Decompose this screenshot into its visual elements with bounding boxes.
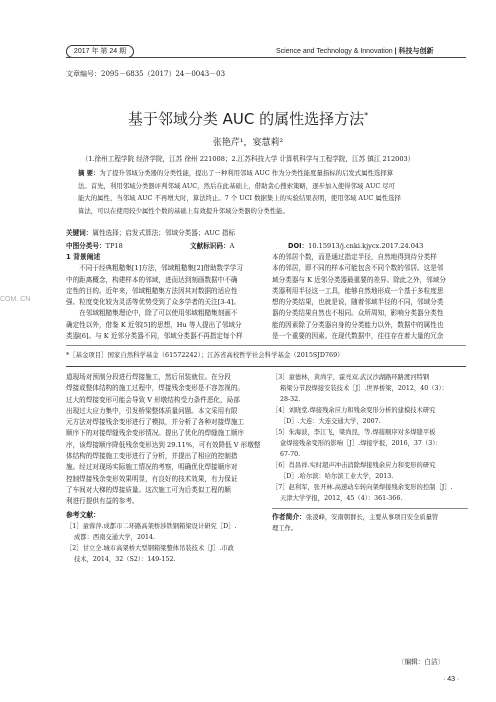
journal-name-cn: 科技与创新 (398, 48, 434, 55)
clc-number: 中图分类号：TP18 (66, 242, 123, 250)
prev-article-left-column: 道现场对预制分段进行焊接施工，然后吊装就位。在分段 焊接或整体结构的施工过程中，焊接残余变形是不容忽视的。 过大的焊接变形可能会导致 V 形墩结构受力条件恶化，局部 出现过大应力集中，引发桥梁整体质量问题。本文采用有限 元方法对焊接残余变形进行了模拟，并分析了各种对接焊施工 顺序下的对接焊缝残余变形情况。提出了优化的焊缝施工顺序 序，该焊接顺序降低残余变形达到 29.11%，可有效降低 V 形墩整 体结构的焊接施工变形进行了分析，并提出了相应的控制措 施。经过对现场实际施工情况的考察，明确优化焊接顺序对 控制焊接残余变形效果明显，有良好的技术效果，有力保证 了车间对大梯的焊接质量。这次施工可为后类似工程的顺 利进行提供有益的参考。 参考文献： ［1］童蓉萍.成都市二环路高架桥涉铁钢箱梁设计研究［D］. 成都：西南交通大学，2014. ［2］甘立全.城市高架桥大型钢箱梁整体吊装技术［J］.市政 技术，2014，32（S2）：149-152. (66, 372, 266, 565)
editor-note: 〔编辑：白洁〕 (398, 658, 445, 666)
author-line: 张艳芹¹，宴慧莉² (212, 138, 284, 148)
page-number: · 43 · (443, 676, 460, 683)
abstract-label: 摘 要： (78, 169, 100, 177)
issue-badge: 2017 年 第 24 期 (66, 45, 134, 58)
doc-code: 文献标识码：A (190, 242, 235, 250)
article-number: 文章编号：2095－6835（2017）24－0043－03 (66, 70, 226, 78)
section1-right-column: 本的邻居个数，而是通过指定半径，自然地得到待分类样 本的邻居，即不同的样本可能包含不同个数的邻居。这是邻 域分类器与 K 近邻分类器最重要的差异。除此之外，邻域分 类器利用半径这一工具，能够自然地形成一个基于多粒度思 想的分类结果，也就是说，随着邻域半径的不同，邻域分类 器的分类结果自然也不相同。众所周知，影响分类器分类性 能的因素除了分类器自身的分类能力以外，数据中的属性也 是一个重要的因素。在现代数据中，往往存在着大量的冗余 (272, 253, 446, 341)
author-note: 作者简介：张凌峰，安南朝群长，主要从事项目安全质量管 理工作。 (272, 513, 439, 532)
reference-item: ［4］刘晓堂.焊接残余应力和残余变形分析的建模技术研究 ［D］.大连：大连交通大学，2007. (272, 407, 436, 425)
reference-item: ［2］甘立全.城市高架桥大型钢箱梁整体吊装技术［J］.市政 技术，2014，32（S2）：149-152. (66, 544, 234, 563)
article-separator (66, 366, 466, 367)
note-rule (272, 508, 468, 509)
doi: DOI：10.15913/j.cnki.kjycx.2017.24.043 (288, 242, 424, 250)
reference-item: ［3］童德林，黄尚宇，霍亮双.武汉沙湖路环路渡河特钢 箱梁分节段焊接安装技术［J］.世界桥梁，2012，40（3）： 28-32. (272, 374, 448, 403)
reference-item: ［7］赵利军，张开林.高速动车转向架焊接残余变形的控制［J］. 天津大学学报，2012，45（4）：361-366. (272, 484, 453, 502)
section1-left-column: 1 背景阐述 不同于经典粗糙集[1]方法，邻域粗糙集[2]借助数学学习 中的距离概念，构建样本的邻域，进而达到刻画数据中不确 定性的目的。近年来，邻域粗糙集方法因其对数据的适应性 强、粒度变化较为灵活等优势受到了众多学者的关注[3-4]。 在邻域粗糙集理论中，除了可以使用邻域粗糙集刻画不 确定性以外，借鉴 K 近邻[5]的思想，Hu 等人提出了邻域分 类器[6]。与 K 近邻分类器不同，邻域分类器不再指定每个样 (66, 252, 266, 342)
abstract: 摘 要：为了提升邻域分类器的分类性能，提出了一种利用邻域 AUC 作为分类性能度量指标的启发式属性选择算 法。首先，利用邻域分类器评判邻域 AUC，然后在此基础上，借助贪心搜索策略，逐步加入使得邻域 AUC 尽可 能大的属性，当邻域 AUC 不再增大时，算法终止。7 个 UCI 数据集上的实验结果表明，使用邻域 AUC 属性选择 算法，可以在使用较少属性个数的基础上有效提升邻域分类器的分类性能。 (78, 169, 401, 215)
header-rule (66, 57, 466, 58)
reference-item: ［6］肖昌祥.实时超声冲击消除焊接残余应力和变形的研究 ［D］.哈尔滨：哈尔滨工业大学，2013. (272, 462, 436, 480)
prev-article-right-column (272, 372, 468, 534)
footnote-rule (66, 345, 466, 346)
paper-title: 基于邻域分类 AUC 的属性选择方法* (127, 110, 369, 128)
references-heading: 参考文献： (66, 510, 100, 519)
watermark: COM. CN (0, 296, 31, 303)
section-heading: 1 背景阐述 (66, 253, 101, 261)
journal-name-en: Science and Technology & Innovation (276, 48, 393, 55)
journal-header: Science and Technology & Innovation | 科技与创新 (276, 48, 434, 55)
reference-item: ［5］朱海波，李江飞，梁尚昆，等.焊接顺序对多焊缝平板 盒焊接残余变形的影响［J］.焊接学报，2016，37（3）： 67-70. (272, 429, 442, 458)
keywords: 关键词：属性选择；启发式算法；邻域分类器；AUC 指标 (66, 229, 236, 237)
funding-footnote: *［基金项目］国家自然科学基金（61572242）；江苏省高校哲学社会科学基金（2015SJD769） (66, 351, 344, 359)
affiliation: （1.徐州工程学院 经济学院，江苏 徐州 221008；2.江苏科技大学 计算机科学与工程学院，江苏 镇江 212003） (81, 155, 415, 163)
reference-item: ［1］童蓉萍.成都市二环路高架桥涉铁钢箱梁设计研究［D］. 成都：西南交通大学，2014. (66, 522, 237, 541)
